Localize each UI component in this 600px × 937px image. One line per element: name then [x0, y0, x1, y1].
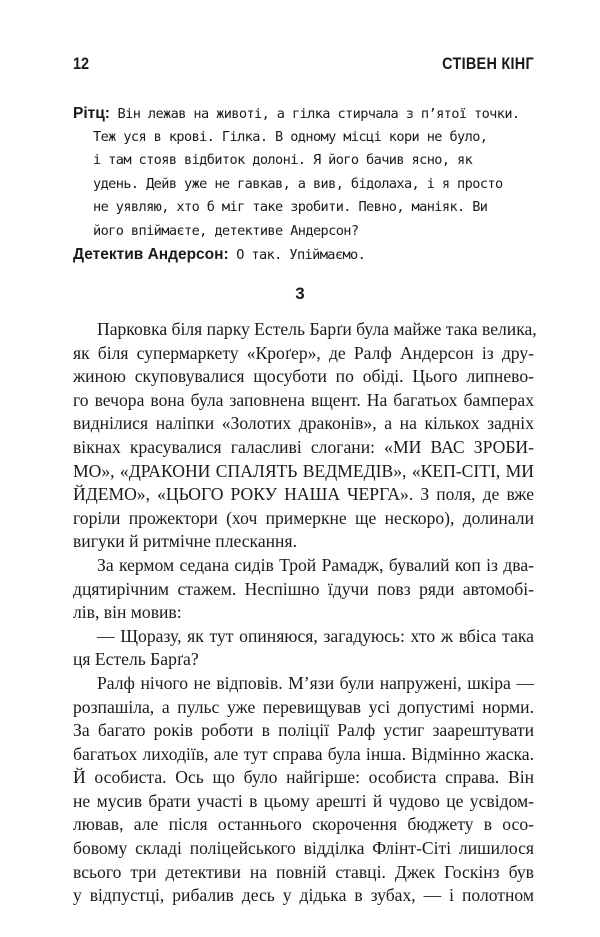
transcript-line	[73, 220, 533, 244]
section-number: 3	[295, 284, 305, 303]
body-text-line: всього три детективи на повній ставці. Джек Госкінз був	[73, 861, 534, 882]
body-text-line: лював, але після останнього скорочення бюджету в осо-	[73, 814, 534, 835]
body-text-line: жиною скуповувалися щосуботи по обіді. Цього липнево-	[73, 366, 534, 387]
body-text-line: вікнах красувалися галасливі слогани: «МИ ВАС ЗРОБИ-	[73, 436, 534, 457]
body-text-line: Й особиста. Ось що було найгірше: особиста справа. Він	[73, 767, 534, 788]
transcript-line	[73, 173, 533, 197]
transcript-text: Теж уся в крові. Гілка. В одному місці кори не було,	[93, 128, 488, 145]
body-text-line: лів, він мовив:	[73, 602, 182, 623]
body-text-line: Парковка біля парку Естель Барґи була майже така велика,	[97, 319, 537, 339]
body-text-line: МО», «ДРАКОНИ СПАЛЯТЬ ВЕДМЕДІВ», «КЕП-СІТІ, МИ	[73, 460, 534, 481]
body-text-line: — Щоразу, як тут опиняюся, загадуюсь: хто ж вбіса така	[97, 625, 534, 646]
body-text-line: Ралф нічого не відповів. М’язи були напружені, шкіра —	[97, 672, 534, 693]
body-text-line: За багато років роботи в поліції Ралф устиг заарештувати	[73, 720, 534, 741]
transcript-text: О так. Упіймаємо.	[236, 247, 366, 263]
transcript-text: удень. Дейв уже не гавкав, а вив, бідолаха, і я просто	[93, 175, 503, 192]
body-text-line: багатьох лиходіїв, але тут справа була інша. Відмінно жаска.	[73, 743, 534, 764]
body-text-line: дцятирічним стажем. Неспішно їдучи повз ряди автомобі-	[73, 578, 534, 599]
transcript-line	[73, 149, 533, 173]
body-text-line: у відпустці, рибалив десь у дідька в зубах, — і полотном	[73, 885, 534, 906]
transcript-text: Він лежав на животі, а гілка стирчала з п’ятої точки.	[117, 106, 520, 122]
transcript-line	[73, 126, 533, 150]
body-text	[73, 318, 537, 908]
body-text-line: як біля супермаркету «Кроґер», де Ралф Андерсон із дру-	[73, 342, 534, 363]
body-text-line: ЙДЕМО», «ЦЬОГО РОКУ НАША ЧЕРГА». З поля, де вже	[73, 484, 534, 505]
body-text-line: виднілися наліпки «Золотих драконів», а на кількох задніх	[73, 413, 534, 434]
interview-transcript	[73, 102, 533, 267]
transcript-line	[73, 102, 533, 126]
page-number: 12	[73, 54, 90, 73]
speaker-label: Детектив Андерсон:	[73, 246, 229, 263]
body-text-line: не мусив брати участі в цьому арешті й чудово це усвідом-	[73, 790, 534, 811]
transcript-line	[73, 196, 533, 220]
body-text-line: вигуки й ритмічне плескання.	[73, 531, 297, 552]
transcript-line	[73, 243, 533, 267]
transcript-text: його впіймаєте, детективе Андерсон?	[93, 222, 359, 239]
body-text-line: горіли прожектори (хоч примеркне ще нескоро), долинали	[73, 507, 534, 528]
transcript-text: і там стояв відбиток долоні. Я його бачив ясно, як	[93, 152, 473, 168]
body-text-line: ця Естель Барґа?	[73, 649, 199, 670]
running-header-author: СТІВЕН КІНГ	[442, 54, 534, 73]
body-text-line: бовому складі поліцейського відділка Флінт-Сіті лишилося	[73, 838, 534, 859]
speaker-label: Рітц:	[73, 105, 110, 122]
body-text-line: За кермом седана сидів Трой Рамадж, бувалий коп із два-	[97, 554, 534, 575]
body-text-line: го вечора вона була заповнена вщент. На багатьох бамперах	[73, 389, 534, 410]
body-text-line: розпашіла, а пульс уже перевищував усі допустимі норми.	[73, 696, 534, 717]
transcript-text: не уявляю, хто б міг таке зробити. Певно, маніяк. Ви	[93, 199, 488, 215]
